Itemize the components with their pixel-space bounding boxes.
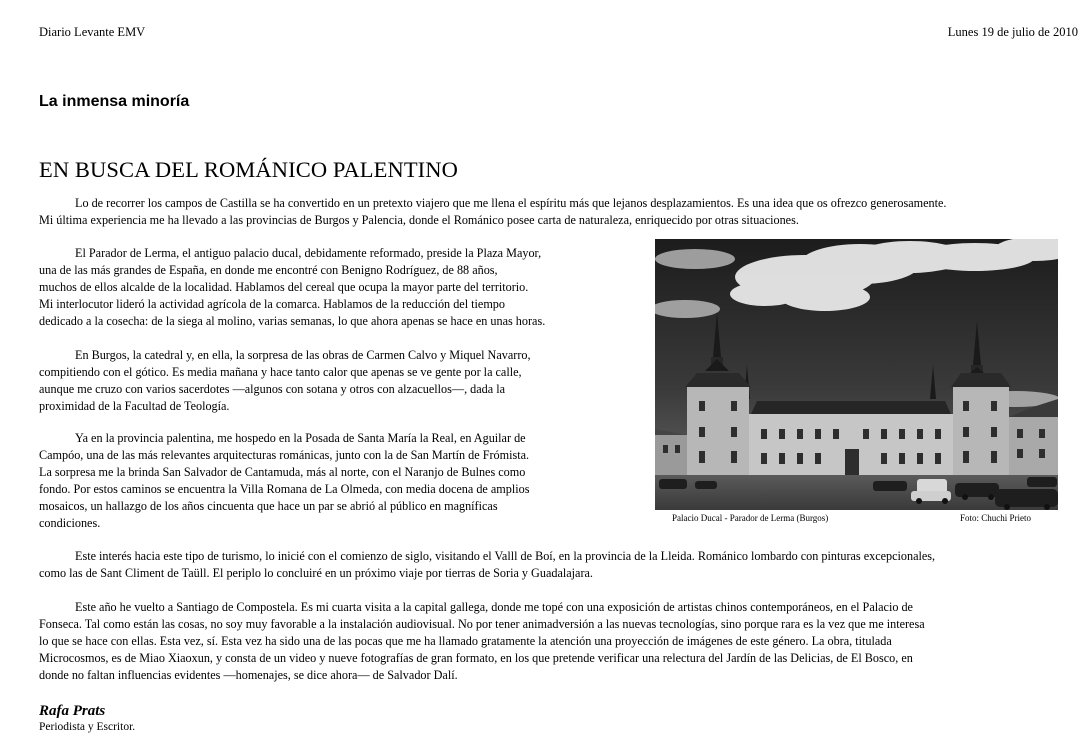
photo-caption: Palacio Ducal - Parador de Lerma (Burgos): [672, 513, 829, 523]
column-title: La inmensa minoría: [39, 93, 190, 110]
photo-credit: Foto: Chuchi Prieto: [960, 513, 1032, 523]
article-line: dedicado a la cosecha: de la siega al molino, varias semanas, lo que ahora apenas se hace en unas horas.: [39, 314, 546, 328]
article-line: como las de Sant Climent de Taüll. El periplo lo concluiré en un próximo viaje por tierras de Soria y Guadalajara.: [39, 566, 593, 580]
publication-date: Lunes 19 de julio de 2010: [947, 25, 1078, 39]
article-line: Mi interlocutor lideró la actividad agrícola de la comarca. Hablamos de la reducción del tiempo: [39, 297, 505, 311]
article-line: Mi última experiencia me ha llevado a las provincias de Burgos y Palencia, donde el Románico posee carta de naturaleza, enriquecido por otras situaciones.: [39, 213, 799, 227]
article-line: Microcosmos, es de Miao Xiaoxun, y consta de un video y nueve fotografías de gran formato, en los que pretende verificar una relectura del Jardín de las Delicias, de El Bosco, en: [39, 651, 913, 665]
author-role: Periodista y Escritor.: [39, 721, 136, 733]
palace-photo: [655, 239, 1058, 510]
article-line: lo que se hace con ellas. Esta vez, sí. Esta vez ha sido una de las pocas que me ha llamado gratamente la atención una proyección de imágenes de este género. La obra, titulada: [39, 634, 892, 648]
article-line: mosaicos, un hallazgo de los años cincuenta que hace un par se abrió al público en magníficas: [39, 499, 498, 513]
article-line: Este año he vuelto a Santiago de Compostela. Es mi cuarta visita a la capital gallega, donde me topé con una exposición de artistas chinos contemporáneos, en el Palacio de: [75, 600, 913, 614]
article-line: proximidad de la Facultad de Teología.: [39, 399, 230, 413]
article-line: Ya en la provincia palentina, me hospedo en la Posada de Santa María la Real, en Aguilar de: [75, 431, 526, 445]
article-title: EN BUSCA DEL ROMÁNICO PALENTINO: [39, 157, 458, 182]
author-name: Rafa Prats: [39, 703, 106, 719]
article-line: En Burgos, la catedral y, en ella, la sorpresa de las obras de Carmen Calvo y Miquel Navarro,: [75, 348, 531, 362]
article-line: Campóo, una de las más relevantes arquitecturas románicas, junto con la de San Martín de Frómista.: [39, 448, 530, 462]
publication-name: Diario Levante EMV: [39, 25, 146, 39]
article-line: Este interés hacia este tipo de turismo, lo inicié con el comienzo de siglo, visitando el Valll de Boí, en la provincia de la Lleida. Románico lombardo con pinturas excepcionales,: [75, 549, 936, 563]
article-line: aunque me cruzo con varios sacerdotes —algunos con sotana y otros con alzacuellos—, dada la: [39, 382, 506, 396]
article-line: muchos de ellos alcalde de la localidad. Hablamos del cereal que ocupa la mayor parte del territorio.: [39, 280, 529, 294]
article-line: fondo. Por estos caminos se encuentra la Villa Romana de La Olmeda, con media docena de amplios: [39, 482, 530, 496]
article-line: donde no faltan influencias evidentes —homenajes, se dice ahora— de Salvador Dalí.: [39, 668, 458, 682]
article-line: condiciones.: [39, 516, 101, 530]
article-line: Lo de recorrer los campos de Castilla se ha convertido en un pretexto viajero que me llena el espíritu más que lejanos desplazamientos. Es una idea que os ofrezco generosamente.: [75, 196, 947, 210]
article-line: El Parador de Lerma, el antiguo palacio ducal, debidamente reformado, preside la Plaza Mayor,: [75, 246, 542, 260]
article-line: Fonseca. Tal como están las cosas, no soy muy favorable a la instalación audiovisual. No por tener animadversión a las nuevas tecnologías, sino porque rara es la vez que me interesa: [39, 617, 925, 631]
article-line: La sorpresa me la brinda San Salvador de Cantamuda, más al norte, con el Naranjo de Bulnes como: [39, 465, 526, 479]
article-line: una de las más grandes de España, en donde me encontré con Benigno Rodríguez, de 88 años,: [39, 263, 498, 277]
article-line: compitiendo con el gótico. Es media mañana y hace tanto calor que apenas se ve gente por la calle,: [39, 365, 522, 379]
